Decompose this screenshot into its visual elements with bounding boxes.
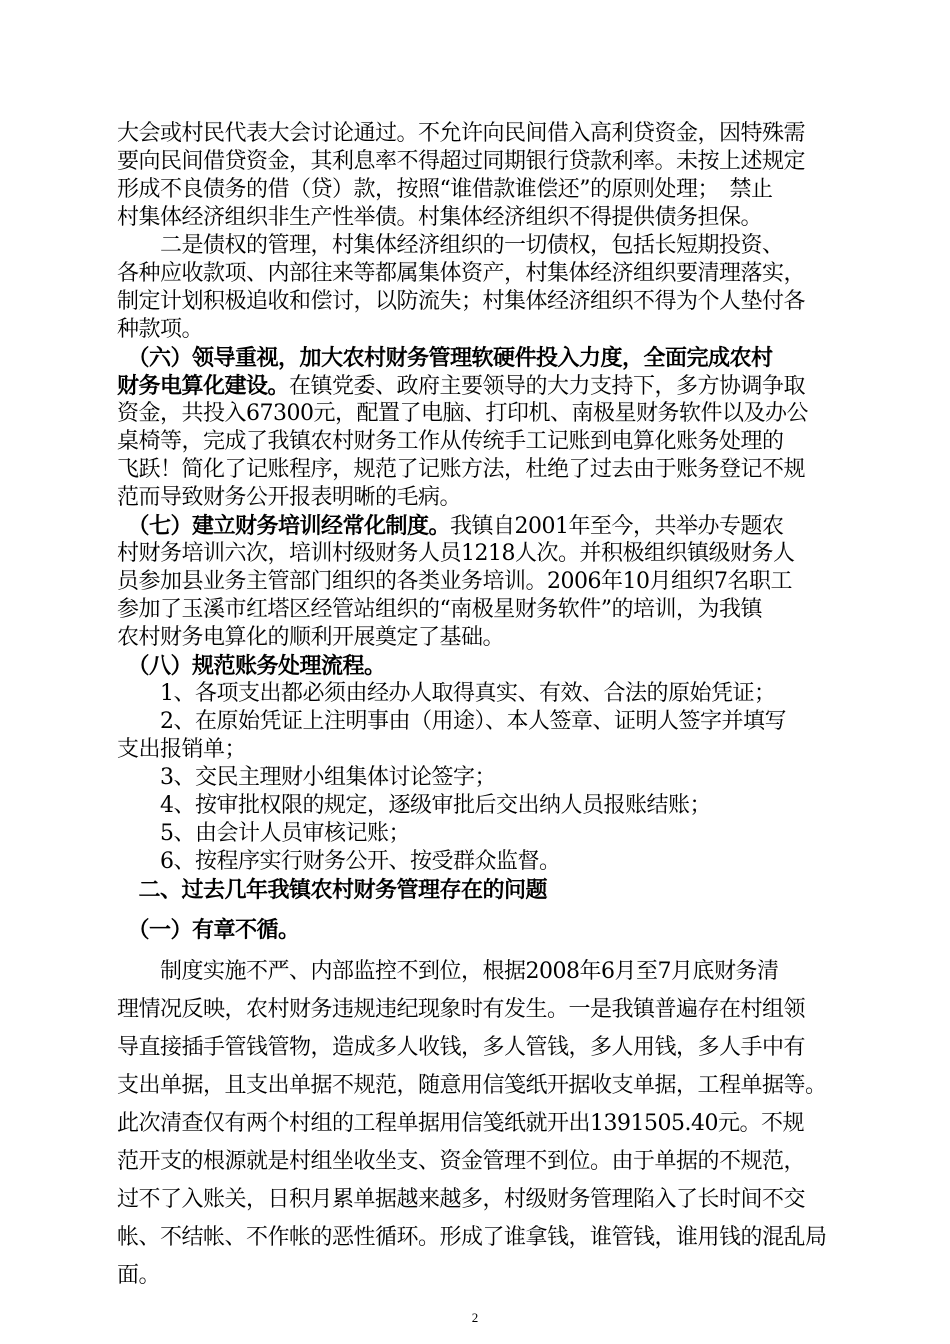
process-step: 3、交民主理财小组集体讨论签字； bbox=[117, 765, 496, 790]
process-step: 5、由会计人员审核记账； bbox=[117, 821, 410, 846]
text-line: 支出单据，且支出单据不规范，随意用信笺纸开据收支单据，工程单据等。 bbox=[117, 1073, 827, 1098]
text-line: 二是债权的管理，村集体经济组织的一切债权，包括长短期投资、 bbox=[117, 233, 784, 258]
text-line: 理情况反映，农村财务违规违纪现象时有发生。一是我镇普遍存在村组领 bbox=[117, 997, 806, 1022]
text-line: 帐、不结帐、不作帐的恶性循环。形成了谁拿钱，谁管钱，谁用钱的混乱局 bbox=[117, 1225, 827, 1250]
text-line: 各种应收款项、内部往来等都属集体资产，村集体经济组织要清理落实， bbox=[117, 261, 806, 286]
process-step: 支出报销单； bbox=[117, 737, 247, 762]
text-line: 范而导致财务公开报表明晰的毛病。 bbox=[117, 485, 462, 510]
text-line: 大会或村民代表大会讨论通过。不允许向民间借入高利贷资金，因特殊需 bbox=[117, 121, 806, 146]
text-line: 种款项。 bbox=[117, 317, 204, 342]
process-step: 1、各项支出都必须由经办人取得真实、有效、合法的原始凭证； bbox=[117, 681, 776, 706]
text-line: 飞跃！简化了记账程序，规范了记账方法，杜绝了过去由于账务登记不规 bbox=[117, 457, 806, 482]
text-line: 制度实施不严、内部监控不到位，根据2008年6月至7月底财务清 bbox=[117, 959, 779, 984]
process-step: 4、按审批权限的规定，逐级审批后交出纳人员报账结账； bbox=[117, 793, 711, 818]
part-2-subheading: （一）有章不循。 bbox=[117, 917, 300, 943]
section-6-line bbox=[117, 372, 867, 401]
text-line: 制定计划积极追收和偿讨，以防流失；村集体经济组织不得为个人垫付各 bbox=[117, 289, 806, 314]
text-line: 形成不良债务的借（贷）款，按照“谁借款谁偿还”的原则处理； 禁止 bbox=[117, 177, 773, 202]
text-line: 过不了入账关，日积月累单据越来越多，村级财务管理陷入了长时间不交 bbox=[117, 1187, 806, 1212]
section-7-line bbox=[117, 512, 867, 541]
text-line: 农村财务电算化的顺利开展奠定了基础。 bbox=[117, 625, 505, 650]
text-line: 此次清查仅有两个村组的工程单据用信笺纸就开出1391505.40元。不规 bbox=[117, 1111, 804, 1136]
section-7-heading: （七）建立财务培训经常化制度。 bbox=[117, 513, 451, 539]
text-line: 资金，共投入67300元，配置了电脑、打印机、南极星财务软件以及办公 bbox=[117, 401, 808, 426]
text-line: 村财务培训六次，培训村级财务人员1218人次。并积极组织镇级财务人 bbox=[117, 541, 795, 566]
text-line: 要向民间借贷资金，其利息率不得超过同期银行贷款利率。未按上述规定 bbox=[117, 149, 806, 174]
text-line: 参加了玉溪市红塔区经管站组织的“南极星财务软件”的培训，为我镇 bbox=[117, 597, 762, 622]
section-8-heading: （八）规范账务处理流程。 bbox=[117, 653, 386, 679]
text-line: 导直接插手管钱管物，造成多人收钱，多人管钱，多人用钱，多人手中有 bbox=[117, 1035, 806, 1060]
section-7-text: 我镇自2001年至今，共举办专题农 bbox=[450, 514, 784, 539]
text-line: 面。 bbox=[117, 1263, 161, 1288]
process-step: 6、按程序实行财务公开、按受群众监督。 bbox=[117, 849, 561, 874]
text-line: 桌椅等，完成了我镇农村财务工作从传统手工记账到电算化账务处理的 bbox=[117, 429, 784, 454]
part-2-heading: 二、过去几年我镇农村财务管理存在的问题 bbox=[117, 877, 548, 903]
section-6-heading: （六）领导重视，加大农村财务管理软硬件投入力度，全面完成农村 bbox=[117, 345, 773, 371]
page-number: 2 bbox=[471, 1310, 479, 1325]
section-6-text: 在镇党委、政府主要领导的大力支持下，多方协调争取 bbox=[289, 374, 806, 399]
process-step: 2、在原始凭证上注明事由（用途）、本人签章、证明人签字并填写 bbox=[117, 709, 786, 734]
text-line: 员参加县业务主管部门组织的各类业务培训。2006年10月组织7名职工 bbox=[117, 569, 792, 594]
text-line: 范开支的根源就是村组坐收坐支、资金管理不到位。由于单据的不规范， bbox=[117, 1149, 806, 1174]
text-line: 村集体经济组织非生产性举债。村集体经济组织不得提供债务担保。 bbox=[117, 205, 763, 230]
section-6-heading-end: 财务电算化建设。 bbox=[117, 373, 290, 399]
